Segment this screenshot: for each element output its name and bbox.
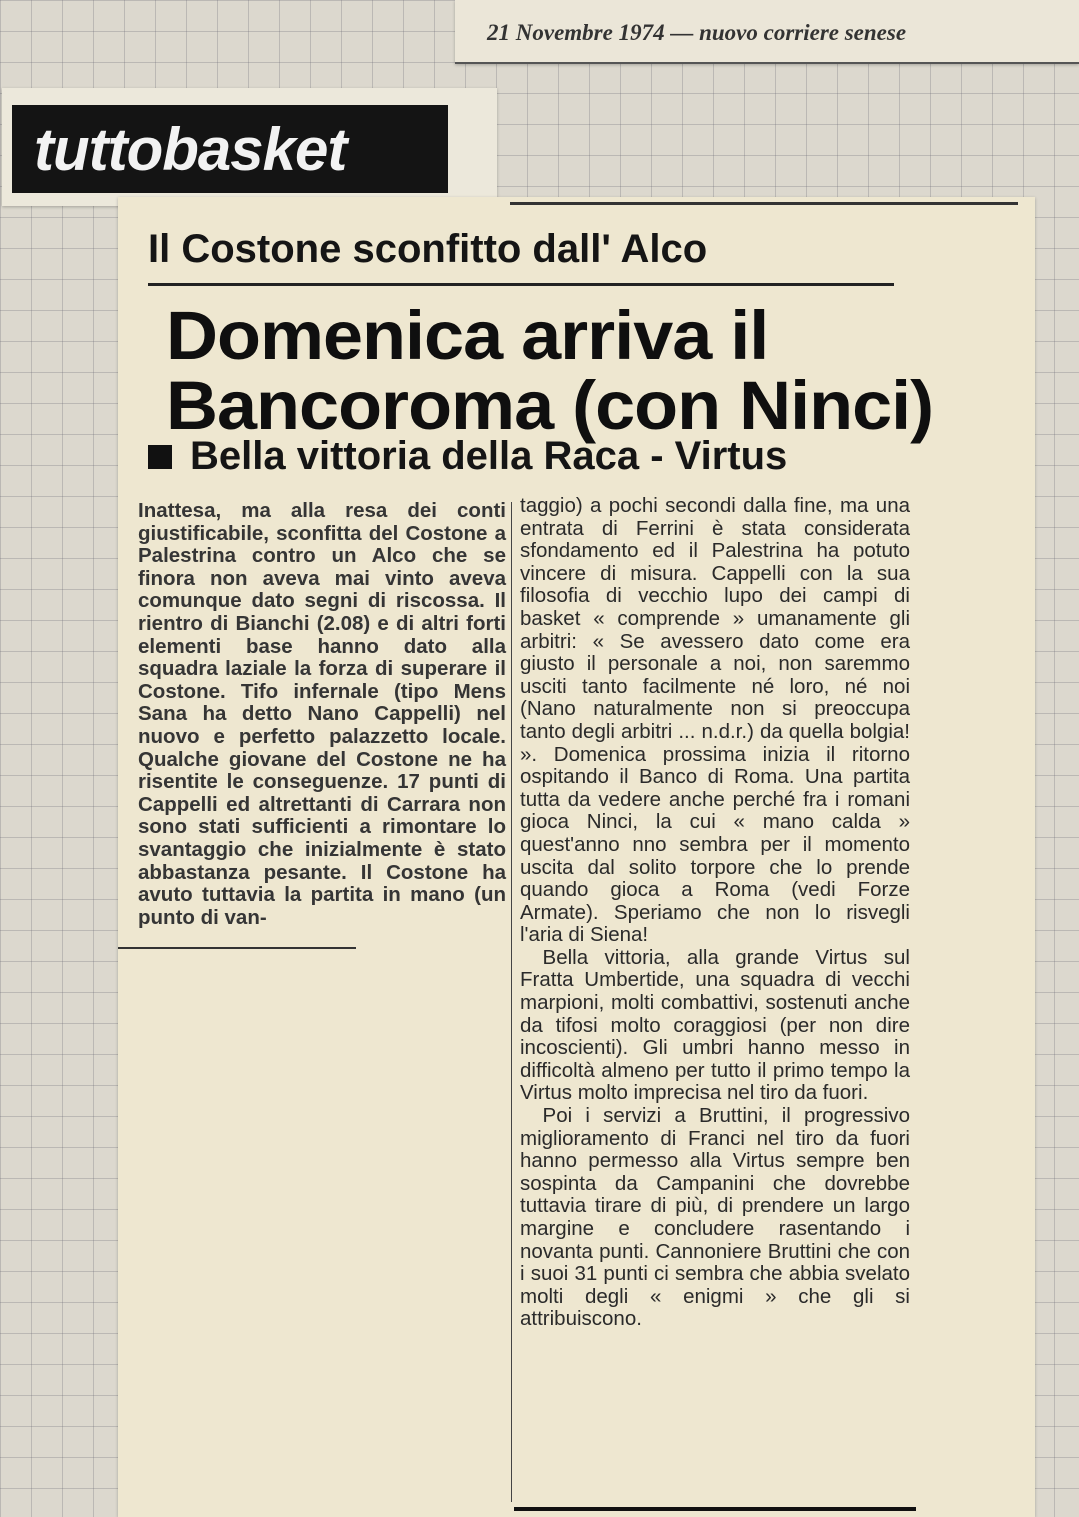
headline-line-1: Domenica arriva il [166, 298, 769, 374]
paragraph: Inattesa, ma alla resa dei conti giustificabile, sconfitta del Costone a Palestrina contro un Alco che se finora non aveva mai vinto aveva comunque dato segni di riscossa. Il rientro di Bianchi (2.08) e di altri forti elementi base hanno dato alla squadra laziale la forza di superare il Costone. Tifo infernale (tipo Mens Sana ha detto Nano Cappelli) nel nuovo e perfetto palazzetto locale. Qualche giovane del Costone ne ha risentite le conseguenze. 17 punti di Cappelli ed altrettanti di Carrara non sono stati sufficienti a rimontare lo svantaggio che inizialmente è stato abbastanza pesante. Il Costone ha avuto tuttavia la partita in mano (un punto di van- [138, 499, 506, 929]
kicker: Il Costone sconfitto dall' Alco [148, 227, 708, 271]
column-divider [511, 502, 512, 1502]
bottom-rule-right [514, 1507, 916, 1511]
square-bullet-icon [148, 445, 172, 469]
brand-clipping [2, 88, 497, 206]
paragraph: taggio) a pochi secondi dalla fine, ma una entrata di Ferrini è stata considerata sfondamento ed il Palestrina ha potuto vincere di misura. Cappelli con la sua filosofia di vecchio lupo dei campi di basket « comprende » umanamente gli arbitri: « Se avessero dato come era giusto il personale a noi, non saremmo usciti tanto facilmente né loro, né noi (Nano naturalmente non si preoccupa tanto degli arbitri ... n.d.r.) da quella bolgia! ». Domenica prossima inizia il ritorno ospitando il Banco di Roma. Una partita tutta da vedere anche perché fra i romani gioca Ninci, la cui « mano calda » quest'anno nno sembra per il momento uscita dal solito torpore che lo prende quando gioca a Roma (vedi Forze Armate). Speriamo che non lo risvegli l'aria di Siena! [520, 494, 910, 947]
kicker-rule [148, 283, 894, 286]
headline-line-2: Bancoroma (con Ninci) [166, 368, 934, 444]
brand-banner [12, 105, 448, 193]
bottom-rule-left [118, 947, 356, 949]
date-clipping [455, 0, 1079, 64]
column-left [138, 500, 506, 929]
paragraph: Poi i servizi a Bruttini, il progressivo miglioramento di Franci nel tiro da fuori hanno permesso alla Virtus sempre ben sospinta da Campanini che dovrebbe tuttavia tirare di più, di prendere un largo margine e concludere rasentando i novanta punti. Cannoniere Bruttini che con i suoi 31 punti ci sembra che abbia svelato molti degli « enigmi » che gli si attribuiscono. [520, 1104, 910, 1331]
top-rule [510, 202, 1018, 205]
date-line: 21 Novembre 1974 — nuovo corriere senese [487, 20, 907, 45]
subhead-row [148, 434, 787, 479]
article-clipping [118, 197, 1035, 1517]
paragraph: Bella vittoria, alla grande Virtus sul Fratta Umbertide, una squadra di vecchi marpioni, molti combattivi, sostenuti anche da tifosi molto coraggiosi (per non dire incoscienti). Gli umbri hanno messo in difficoltà almeno per tutto il primo tempo la Virtus molto imprecisa nel tiro da fuori. [520, 945, 910, 1105]
column-right [520, 495, 910, 1331]
subhead: Bella vittoria della Raca - Virtus [190, 434, 788, 478]
brand-title: tuttobasket [34, 116, 347, 183]
